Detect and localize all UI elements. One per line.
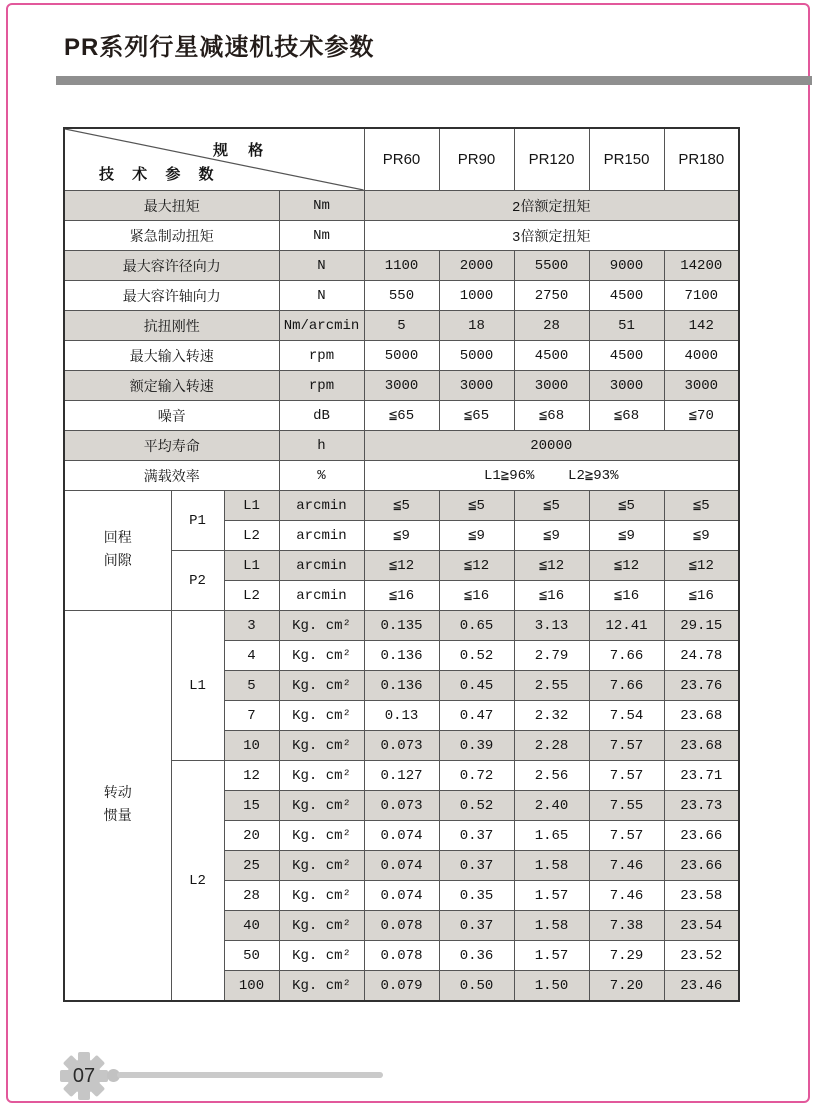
value-cell: ≦16 bbox=[364, 581, 439, 611]
value-cell: ≦5 bbox=[439, 491, 514, 521]
unit-cell: Nm/arcmin bbox=[279, 311, 364, 341]
value-cell: ≦9 bbox=[439, 521, 514, 551]
value-cell: 3000 bbox=[364, 371, 439, 401]
spec-table bbox=[63, 127, 740, 1002]
group-label-p2: P2 bbox=[171, 551, 224, 611]
value-cell: 7.46 bbox=[589, 851, 664, 881]
value-cell: 0.52 bbox=[439, 641, 514, 671]
unit-cell: arcmin bbox=[279, 581, 364, 611]
value-cell: ≦16 bbox=[514, 581, 589, 611]
column-header-pr180: PR180 bbox=[664, 128, 739, 191]
unit-cell: Kg. cm² bbox=[279, 791, 364, 821]
sub-label: 7 bbox=[224, 701, 279, 731]
column-header-pr120: PR120 bbox=[514, 128, 589, 191]
value-cell: 0.13 bbox=[364, 701, 439, 731]
value-cell: 2倍额定扭矩 bbox=[364, 191, 739, 221]
value-cell: ≦5 bbox=[664, 491, 739, 521]
value-cell: 7.55 bbox=[589, 791, 664, 821]
value-cell: 1.57 bbox=[514, 881, 589, 911]
unit-cell: Nm bbox=[279, 191, 364, 221]
value-cell: 2.56 bbox=[514, 761, 589, 791]
unit-cell: Kg. cm² bbox=[279, 881, 364, 911]
unit-cell: Nm bbox=[279, 221, 364, 251]
value-cell: 0.074 bbox=[364, 821, 439, 851]
value-cell: ≦12 bbox=[589, 551, 664, 581]
value-cell: 0.127 bbox=[364, 761, 439, 791]
unit-cell: dB bbox=[279, 401, 364, 431]
value-cell: 0.078 bbox=[364, 941, 439, 971]
value-cell: 23.46 bbox=[664, 971, 739, 1002]
value-cell: 7.29 bbox=[589, 941, 664, 971]
value-cell: 5000 bbox=[439, 341, 514, 371]
row-label: 抗扭刚性 bbox=[64, 311, 279, 341]
value-cell: 0.078 bbox=[364, 911, 439, 941]
value-cell: ≦5 bbox=[514, 491, 589, 521]
value-cell: ≦68 bbox=[589, 401, 664, 431]
corner-param-label: 技 术 参 数 bbox=[99, 166, 221, 183]
value-cell: ≦5 bbox=[589, 491, 664, 521]
unit-cell: Kg. cm² bbox=[279, 671, 364, 701]
value-cell: 0.37 bbox=[439, 821, 514, 851]
value-cell: 7.46 bbox=[589, 881, 664, 911]
value-cell: ≦65 bbox=[364, 401, 439, 431]
value-cell: 14200 bbox=[664, 251, 739, 281]
value-cell: ≦5 bbox=[364, 491, 439, 521]
value-cell: L1≧96% L2≧93% bbox=[364, 461, 739, 491]
value-cell: 23.68 bbox=[664, 731, 739, 761]
sub-label: L2 bbox=[224, 581, 279, 611]
row-label: 最大容许径向力 bbox=[64, 251, 279, 281]
unit-cell: Kg. cm² bbox=[279, 611, 364, 641]
column-header-pr60: PR60 bbox=[364, 128, 439, 191]
value-cell: 23.66 bbox=[664, 851, 739, 881]
value-cell: 51 bbox=[589, 311, 664, 341]
value-cell: 1.58 bbox=[514, 911, 589, 941]
value-cell: 23.76 bbox=[664, 671, 739, 701]
row-label: 平均寿命 bbox=[64, 431, 279, 461]
sub-label: 3 bbox=[224, 611, 279, 641]
value-cell: 3000 bbox=[439, 371, 514, 401]
section-label-inertia: 转动 惯量 bbox=[64, 611, 171, 1002]
value-cell: ≦68 bbox=[514, 401, 589, 431]
value-cell: 18 bbox=[439, 311, 514, 341]
unit-cell: Kg. cm² bbox=[279, 821, 364, 851]
value-cell: 0.135 bbox=[364, 611, 439, 641]
section-label-backlash: 回程 间隙 bbox=[64, 491, 171, 611]
value-cell: 2.79 bbox=[514, 641, 589, 671]
unit-cell: N bbox=[279, 251, 364, 281]
value-cell: 0.37 bbox=[439, 851, 514, 881]
group-label-p1: P1 bbox=[171, 491, 224, 551]
value-cell: ≦9 bbox=[664, 521, 739, 551]
unit-cell: Kg. cm² bbox=[279, 701, 364, 731]
unit-cell: Kg. cm² bbox=[279, 971, 364, 1002]
unit-cell: Kg. cm² bbox=[279, 731, 364, 761]
value-cell: 7.57 bbox=[589, 821, 664, 851]
value-cell: 23.58 bbox=[664, 881, 739, 911]
sub-label: 4 bbox=[224, 641, 279, 671]
sub-label: L1 bbox=[224, 491, 279, 521]
row-label: 噪音 bbox=[64, 401, 279, 431]
value-cell: ≦70 bbox=[664, 401, 739, 431]
value-cell: 2.32 bbox=[514, 701, 589, 731]
value-cell: ≦9 bbox=[514, 521, 589, 551]
value-cell: 5 bbox=[364, 311, 439, 341]
value-cell: 7100 bbox=[664, 281, 739, 311]
value-cell: 24.78 bbox=[664, 641, 739, 671]
unit-cell: rpm bbox=[279, 371, 364, 401]
value-cell: 0.52 bbox=[439, 791, 514, 821]
unit-cell: Kg. cm² bbox=[279, 851, 364, 881]
footer-line bbox=[117, 1072, 383, 1078]
unit-cell: arcmin bbox=[279, 521, 364, 551]
row-label: 最大容许轴向力 bbox=[64, 281, 279, 311]
value-cell: 7.57 bbox=[589, 761, 664, 791]
value-cell: 5500 bbox=[514, 251, 589, 281]
page-title: PR系列行星减速机技术参数 bbox=[64, 34, 375, 61]
value-cell: 142 bbox=[664, 311, 739, 341]
value-cell: 20000 bbox=[364, 431, 739, 461]
value-cell: ≦16 bbox=[589, 581, 664, 611]
value-cell: 7.66 bbox=[589, 671, 664, 701]
value-cell: 0.65 bbox=[439, 611, 514, 641]
unit-cell: N bbox=[279, 281, 364, 311]
value-cell: 12.41 bbox=[589, 611, 664, 641]
value-cell: 2000 bbox=[439, 251, 514, 281]
value-cell: 9000 bbox=[589, 251, 664, 281]
value-cell: ≦12 bbox=[514, 551, 589, 581]
unit-cell: Kg. cm² bbox=[279, 941, 364, 971]
value-cell: 23.68 bbox=[664, 701, 739, 731]
value-cell: 4500 bbox=[514, 341, 589, 371]
value-cell: 7.20 bbox=[589, 971, 664, 1002]
value-cell: 2.28 bbox=[514, 731, 589, 761]
value-cell: ≦65 bbox=[439, 401, 514, 431]
value-cell: 0.073 bbox=[364, 731, 439, 761]
sub-label: 40 bbox=[224, 911, 279, 941]
value-cell: 0.079 bbox=[364, 971, 439, 1002]
value-cell: 0.50 bbox=[439, 971, 514, 1002]
value-cell: 3000 bbox=[664, 371, 739, 401]
value-cell: ≦16 bbox=[664, 581, 739, 611]
value-cell: 0.47 bbox=[439, 701, 514, 731]
value-cell: 4000 bbox=[664, 341, 739, 371]
value-cell: 550 bbox=[364, 281, 439, 311]
value-cell: ≦12 bbox=[364, 551, 439, 581]
value-cell: 0.39 bbox=[439, 731, 514, 761]
value-cell: 7.54 bbox=[589, 701, 664, 731]
sub-label: 25 bbox=[224, 851, 279, 881]
value-cell: 7.57 bbox=[589, 731, 664, 761]
value-cell: 3倍额定扭矩 bbox=[364, 221, 739, 251]
value-cell: ≦16 bbox=[439, 581, 514, 611]
value-cell: 23.54 bbox=[664, 911, 739, 941]
row-label: 最大扭矩 bbox=[64, 191, 279, 221]
value-cell: 23.73 bbox=[664, 791, 739, 821]
value-cell: 7.66 bbox=[589, 641, 664, 671]
corner-spec-label: 规 格 bbox=[213, 142, 272, 159]
value-cell: 1.58 bbox=[514, 851, 589, 881]
group-label-l1: L1 bbox=[171, 611, 224, 761]
unit-cell: arcmin bbox=[279, 491, 364, 521]
value-cell: 23.66 bbox=[664, 821, 739, 851]
sub-label: 28 bbox=[224, 881, 279, 911]
value-cell: 0.074 bbox=[364, 851, 439, 881]
value-cell: 3000 bbox=[589, 371, 664, 401]
value-cell: 4500 bbox=[589, 341, 664, 371]
value-cell: 0.073 bbox=[364, 791, 439, 821]
unit-cell: rpm bbox=[279, 341, 364, 371]
table-corner-cell bbox=[64, 128, 364, 191]
unit-cell: arcmin bbox=[279, 551, 364, 581]
sub-label: 5 bbox=[224, 671, 279, 701]
value-cell: 0.36 bbox=[439, 941, 514, 971]
value-cell: ≦12 bbox=[439, 551, 514, 581]
sub-label: 50 bbox=[224, 941, 279, 971]
sub-label: 15 bbox=[224, 791, 279, 821]
value-cell: 7.38 bbox=[589, 911, 664, 941]
value-cell: 28 bbox=[514, 311, 589, 341]
row-label: 紧急制动扭矩 bbox=[64, 221, 279, 251]
page-number: 07 bbox=[72, 1065, 96, 1087]
sub-label: 12 bbox=[224, 761, 279, 791]
value-cell: 23.71 bbox=[664, 761, 739, 791]
value-cell: 0.72 bbox=[439, 761, 514, 791]
value-cell: 1000 bbox=[439, 281, 514, 311]
sub-label: L1 bbox=[224, 551, 279, 581]
value-cell: 23.52 bbox=[664, 941, 739, 971]
value-cell: 1.50 bbox=[514, 971, 589, 1002]
sub-label: 100 bbox=[224, 971, 279, 1002]
value-cell: 0.45 bbox=[439, 671, 514, 701]
unit-cell: Kg. cm² bbox=[279, 761, 364, 791]
sub-label: L2 bbox=[224, 521, 279, 551]
value-cell: 2750 bbox=[514, 281, 589, 311]
value-cell: 1.65 bbox=[514, 821, 589, 851]
unit-cell: h bbox=[279, 431, 364, 461]
unit-cell: % bbox=[279, 461, 364, 491]
value-cell: ≦12 bbox=[664, 551, 739, 581]
value-cell: 3000 bbox=[514, 371, 589, 401]
row-label: 满载效率 bbox=[64, 461, 279, 491]
value-cell: 29.15 bbox=[664, 611, 739, 641]
value-cell: 0.136 bbox=[364, 671, 439, 701]
value-cell: 1.57 bbox=[514, 941, 589, 971]
unit-cell: Kg. cm² bbox=[279, 911, 364, 941]
value-cell: 0.37 bbox=[439, 911, 514, 941]
column-header-pr90: PR90 bbox=[439, 128, 514, 191]
value-cell: 5000 bbox=[364, 341, 439, 371]
sub-label: 20 bbox=[224, 821, 279, 851]
value-cell: ≦9 bbox=[589, 521, 664, 551]
value-cell: 0.074 bbox=[364, 881, 439, 911]
value-cell: 3.13 bbox=[514, 611, 589, 641]
group-label-l2: L2 bbox=[171, 761, 224, 1002]
row-label: 额定输入转速 bbox=[64, 371, 279, 401]
title-underline-bar bbox=[56, 76, 812, 85]
value-cell: 2.40 bbox=[514, 791, 589, 821]
column-header-pr150: PR150 bbox=[589, 128, 664, 191]
value-cell: 1100 bbox=[364, 251, 439, 281]
value-cell: 0.136 bbox=[364, 641, 439, 671]
value-cell: 4500 bbox=[589, 281, 664, 311]
value-cell: 0.35 bbox=[439, 881, 514, 911]
row-label: 最大输入转速 bbox=[64, 341, 279, 371]
unit-cell: Kg. cm² bbox=[279, 641, 364, 671]
sub-label: 10 bbox=[224, 731, 279, 761]
value-cell: ≦9 bbox=[364, 521, 439, 551]
value-cell: 2.55 bbox=[514, 671, 589, 701]
